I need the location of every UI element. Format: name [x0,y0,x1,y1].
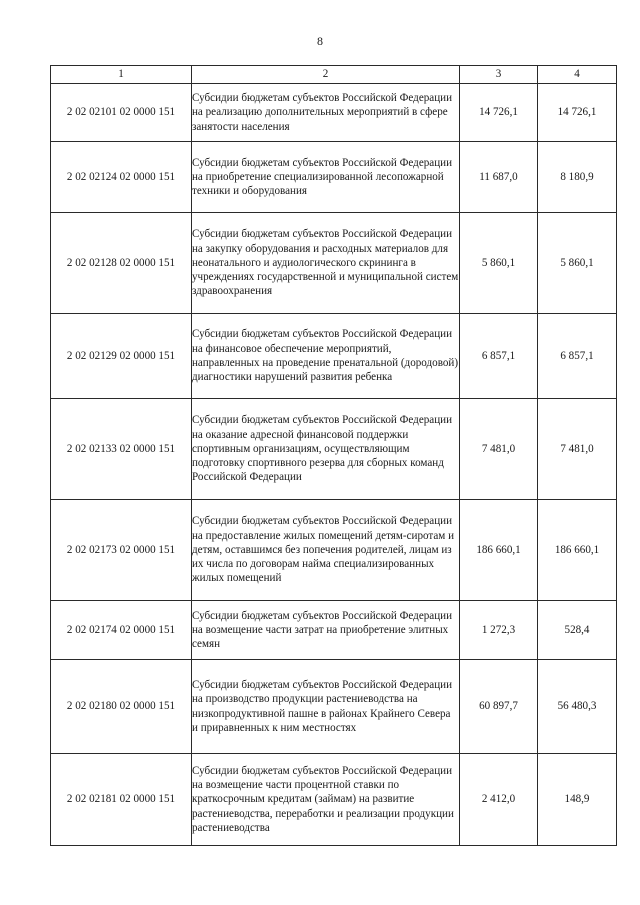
table-row [51,142,617,213]
amount-col-3: 14 726,1 [460,84,538,142]
budget-code: 2 02 02129 02 0000 151 [51,314,192,399]
subsidy-description: Субсидии бюджетам субъектов Российской Федерации на приобретение специализированной лесопожарной техники и оборудования [192,142,460,213]
subsidies-table [50,65,617,846]
amount-col-4: 148,9 [538,754,617,846]
amount-col-3: 5 860,1 [460,213,538,314]
subsidy-description: Субсидии бюджетам субъектов Российской Федерации на возмещение части процентной ставки по краткосрочным кредитам (займам) на развитие растениеводства, переработки и реализации продукции растениеводства [192,754,460,846]
table-row [51,660,617,754]
header-row [51,66,617,84]
amount-col-4: 56 480,3 [538,660,617,754]
table-row [51,213,617,314]
table-row [51,500,617,601]
subsidy-description: Субсидии бюджетам субъектов Российской Федерации на финансовое обеспечение мероприятий, направленных на проведение пренатальной (дородовой) диагностики нарушений развития ребенка [192,314,460,399]
amount-col-4: 14 726,1 [538,84,617,142]
subsidy-description: Субсидии бюджетам субъектов Российской Федерации на закупку оборудования и расходных материалов для неонатального и аудиологического скрининга в учреждениях государственной и муниципальной систем здравоохранения [192,213,460,314]
amount-col-4: 186 660,1 [538,500,617,601]
budget-code: 2 02 02173 02 0000 151 [51,500,192,601]
amount-col-4: 8 180,9 [538,142,617,213]
subsidy-description: Субсидии бюджетам субъектов Российской Федерации на предоставление жилых помещений детям-сиротам и детям, оставшимся без попечения родителей, лицам из их числа по договорам найма специализированных жилых помещений [192,500,460,601]
subsidy-description: Субсидии бюджетам субъектов Российской Федерации на оказание адресной финансовой поддержки спортивным организациям, осуществляющим подготовку спортивного резерва для сборных команд Российской Федерации [192,399,460,500]
budget-code: 2 02 02174 02 0000 151 [51,601,192,660]
amount-col-3: 186 660,1 [460,500,538,601]
budget-code: 2 02 02124 02 0000 151 [51,142,192,213]
budget-code: 2 02 02180 02 0000 151 [51,660,192,754]
amount-col-3: 6 857,1 [460,314,538,399]
page-number: 8 [317,34,323,48]
table-row [51,754,617,846]
amount-col-3: 11 687,0 [460,142,538,213]
budget-code: 2 02 02181 02 0000 151 [51,754,192,846]
subsidy-description: Субсидии бюджетам субъектов Российской Федерации на производство продукции растениеводства на низкопродуктивной пашне в районах Крайнего Севера и приравненных к ним местностях [192,660,460,754]
subsidy-description: Субсидии бюджетам субъектов Российской Федерации на реализацию дополнительных мероприятий в сфере занятости населения [192,84,460,142]
table-row [51,314,617,399]
budget-code: 2 02 02101 02 0000 151 [51,84,192,142]
table-row [51,399,617,500]
header-col-4: 4 [538,66,617,84]
header-col-3: 3 [460,66,538,84]
table-row [51,601,617,660]
amount-col-4: 5 860,1 [538,213,617,314]
amount-col-3: 7 481,0 [460,399,538,500]
amount-col-3: 1 272,3 [460,601,538,660]
budget-code: 2 02 02133 02 0000 151 [51,399,192,500]
table-row [51,84,617,142]
amount-col-3: 2 412,0 [460,754,538,846]
header-col-1: 1 [51,66,192,84]
amount-col-4: 528,4 [538,601,617,660]
subsidy-description: Субсидии бюджетам субъектов Российской Федерации на возмещение части затрат на приобретение элитных семян [192,601,460,660]
header-col-2: 2 [192,66,460,84]
amount-col-3: 60 897,7 [460,660,538,754]
amount-col-4: 6 857,1 [538,314,617,399]
amount-col-4: 7 481,0 [538,399,617,500]
budget-code: 2 02 02128 02 0000 151 [51,213,192,314]
